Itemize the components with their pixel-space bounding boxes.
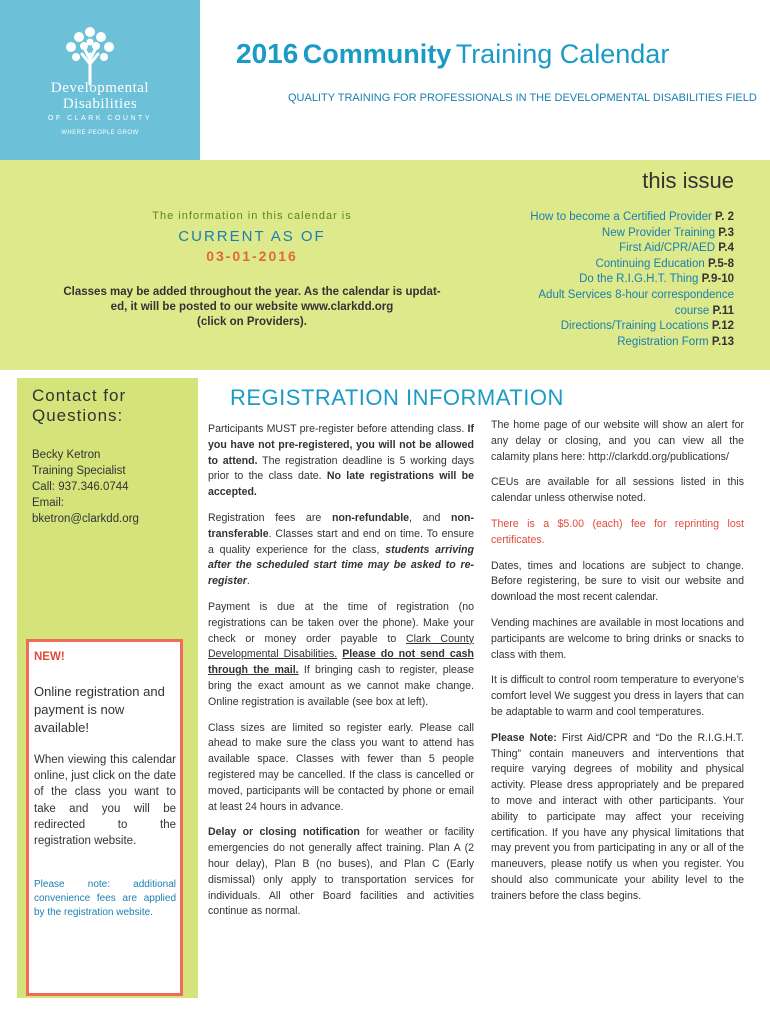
delay-paragraph	[208, 825, 474, 920]
class-size-paragraph: Class sizes are limited so register early. Please call ahead to make sure the class you want to attend has available space. Classes with fewer than 5 people registered may be cancelled. If the class is cancelled or moved, participants will be contacted by phone or email at least 24 hours in advance.	[208, 721, 474, 813]
toc-item[interactable]	[464, 335, 734, 351]
toc-item-label: course	[674, 304, 713, 317]
toc-item-label: New Provider Training	[601, 226, 719, 239]
contact-role: Training Specialist	[32, 465, 126, 477]
contact-heading-line1: Contact for	[32, 386, 127, 405]
text-underline: Clark County Developmental Disabilities.	[208, 632, 474, 661]
toc-item-page: P.3	[718, 226, 734, 239]
toc-item-page: P.5-8	[707, 257, 734, 270]
notice-lead: The information in this calendar is	[152, 210, 352, 222]
text: Payment is due at the time of registration (no registrations can be taken over the phone). Make your check or money order payable to	[208, 600, 474, 645]
online-registration-instructions: When viewing this calendar online, just click on the date of the class you want to take and you will be redirected to the registration website.	[34, 754, 176, 848]
text-bold: non-refundable	[331, 511, 410, 524]
contact-heading-line2: Questions:	[32, 406, 124, 425]
schedule-change-paragraph: Dates, times and locations are subject to change. Before registering, be sure to visit our website and download the most recent calendar.	[491, 559, 744, 604]
new-badge: NEW!	[34, 651, 65, 663]
toc-item-label: Directions/Training Locations	[560, 320, 712, 333]
toc-item-page: P.13	[711, 335, 734, 348]
toc-item[interactable]	[464, 210, 734, 226]
fees-paragraph	[208, 511, 474, 590]
text-bold: No late registrations will be accepted.	[208, 470, 475, 499]
toc-item-label: Registration Form	[617, 335, 712, 348]
toc-item-label: Adult Services 8-hour correspondence	[538, 288, 734, 301]
tree-icon	[62, 24, 118, 86]
ceu-paragraph: CEUs are available for all sessions listed in this calendar unless otherwise noted.	[491, 476, 744, 505]
toc-item[interactable]	[464, 304, 734, 320]
toc-item[interactable]	[464, 241, 734, 257]
physical-activity-paragraph	[491, 731, 744, 905]
payment-paragraph	[208, 600, 474, 711]
toc-item[interactable]	[464, 257, 734, 273]
toc-item[interactable]	[464, 272, 734, 288]
website-alert-paragraph: The home page of our website will show an alert for any delay or closing, and you can view all the calamity plans here: http://clarkdd.org/publications/	[491, 419, 744, 463]
text: Participants MUST pre-register before attending class.	[208, 423, 468, 435]
toc-item-label: Continuing Education	[595, 257, 708, 270]
text: If bringing cash to register, please bring the exact amount as we cannot make change. Online registration is available (see box at left).	[208, 664, 474, 708]
text-bold: Delay or closing notification	[208, 826, 360, 839]
text: , and	[409, 511, 452, 524]
text: . Classes start and end on time. To ensure a quality experience for the class,	[208, 527, 474, 556]
title-rest: Training Calendar	[455, 39, 670, 69]
text: Registration fees are	[208, 511, 332, 524]
toc-item[interactable]	[464, 226, 734, 242]
contact-details	[32, 447, 192, 527]
text-bold: If you have not pre-registered, you will not be allowed to attend.	[208, 423, 474, 467]
logo-name-line2: Disabilities	[62, 96, 138, 112]
convenience-fee-note: Please note: additional convenience fees are applied by the registration website.	[34, 879, 176, 918]
contact-email[interactable]: bketron@clarkdd.org	[32, 513, 139, 525]
reprint-fee-paragraph: There is a $5.00 (each) fee for reprinting lost certificates.	[491, 517, 744, 546]
vending-paragraph: Vending machines are available in most locations and participants are welcome to bring drinks or snacks to class with them.	[491, 616, 744, 661]
toc-item-page: P. 2	[715, 211, 734, 223]
text: First Aid/CPR and “Do the R.I.G.H.T. Thing” contain maneuvers and interventions that require varying degrees of mobility and physical activity. Please dress appropriately and be prepared to move and interact with other participants. Your ability to participate may affect your receiving certification. If you have any physical limitations that may prevent you from participating in any or all of the maneuvers, please notify us when you register. You should also communicate your ability level to the trainers before the class begins.	[491, 731, 745, 902]
toc-item[interactable]	[464, 319, 734, 335]
logo-name-line1: Developmental	[50, 80, 150, 96]
contact-email-label: Email:	[32, 497, 64, 509]
page-subtitle: QUALITY TRAINING FOR PROFESSIONALS IN THE DEVELOPMENTAL DISABILITIES FIELD	[288, 92, 757, 104]
toc-heading: this issue	[642, 168, 734, 193]
logo-county: OF CLARK COUNTY	[47, 115, 152, 122]
toc-item-page: P.12	[711, 320, 734, 333]
logo-tagline: WHERE PEOPLE GROW	[61, 130, 139, 136]
temperature-paragraph: It is difficult to control room temperature to everyone’s comfort level We suggest you dress in layers that can be adaptable to warm and cool temperatures.	[491, 674, 744, 718]
toc-item-page: P.9-10	[701, 273, 734, 286]
toc-item-page: P.4	[718, 242, 734, 255]
text: The registration deadline is 5 working days prior to the class date.	[208, 454, 474, 483]
organization-logo	[0, 0, 200, 160]
title-year: 2016	[236, 38, 299, 69]
toc-item-label: Do the R.I.G.H.T. Thing	[579, 273, 702, 286]
contact-phone: Call: 937.346.0744	[32, 481, 129, 493]
notice-current: CURRENT AS OF	[178, 228, 326, 245]
page-title	[236, 38, 669, 70]
toc-item-label: How to become a Certified Provider	[530, 211, 716, 223]
text: .	[246, 575, 250, 588]
text-bold-italic: students arriving after the scheduled start time may be asked to re-register	[208, 543, 475, 588]
notice-date: 03-01-2016	[206, 248, 298, 264]
online-registration-text: Online registration and payment is now available!	[34, 684, 165, 735]
registration-left-column	[208, 422, 474, 930]
preregister-paragraph	[208, 422, 474, 501]
title-community: Community	[302, 39, 452, 69]
notice-classes-line3: (click on Providers).	[197, 316, 307, 328]
toc-item-page: P.11	[712, 304, 734, 317]
notice-classes	[24, 285, 480, 330]
text-bold: non-transferable	[208, 511, 474, 540]
registration-heading: REGISTRATION INFORMATION	[230, 385, 564, 410]
contact-name: Becky Ketron	[32, 449, 101, 461]
notice-classes-line1: Classes may be added throughout the year. As the calendar is updat-	[63, 286, 441, 298]
notice-classes-line2[interactable]: ed, it will be posted to our website www.clarkdd.org	[110, 301, 394, 313]
contact-heading	[32, 386, 182, 426]
toc-item[interactable]	[464, 288, 734, 304]
text-bold-underline: Please do not send cash through the mail.	[208, 648, 474, 677]
text-bold: Please Note:	[491, 731, 557, 744]
table-of-contents	[464, 210, 734, 350]
text: for weather or facility emergencies do not generally affect training. Plan A (2 hour delay), Plan B (no buses), and Plan C (Early dismissal) only apply to transportation services for individuals. All other Board facilities and activities continue as normal.	[208, 826, 475, 918]
toc-item-label: First Aid/CPR/AED	[619, 242, 719, 255]
registration-right-column	[491, 418, 744, 915]
